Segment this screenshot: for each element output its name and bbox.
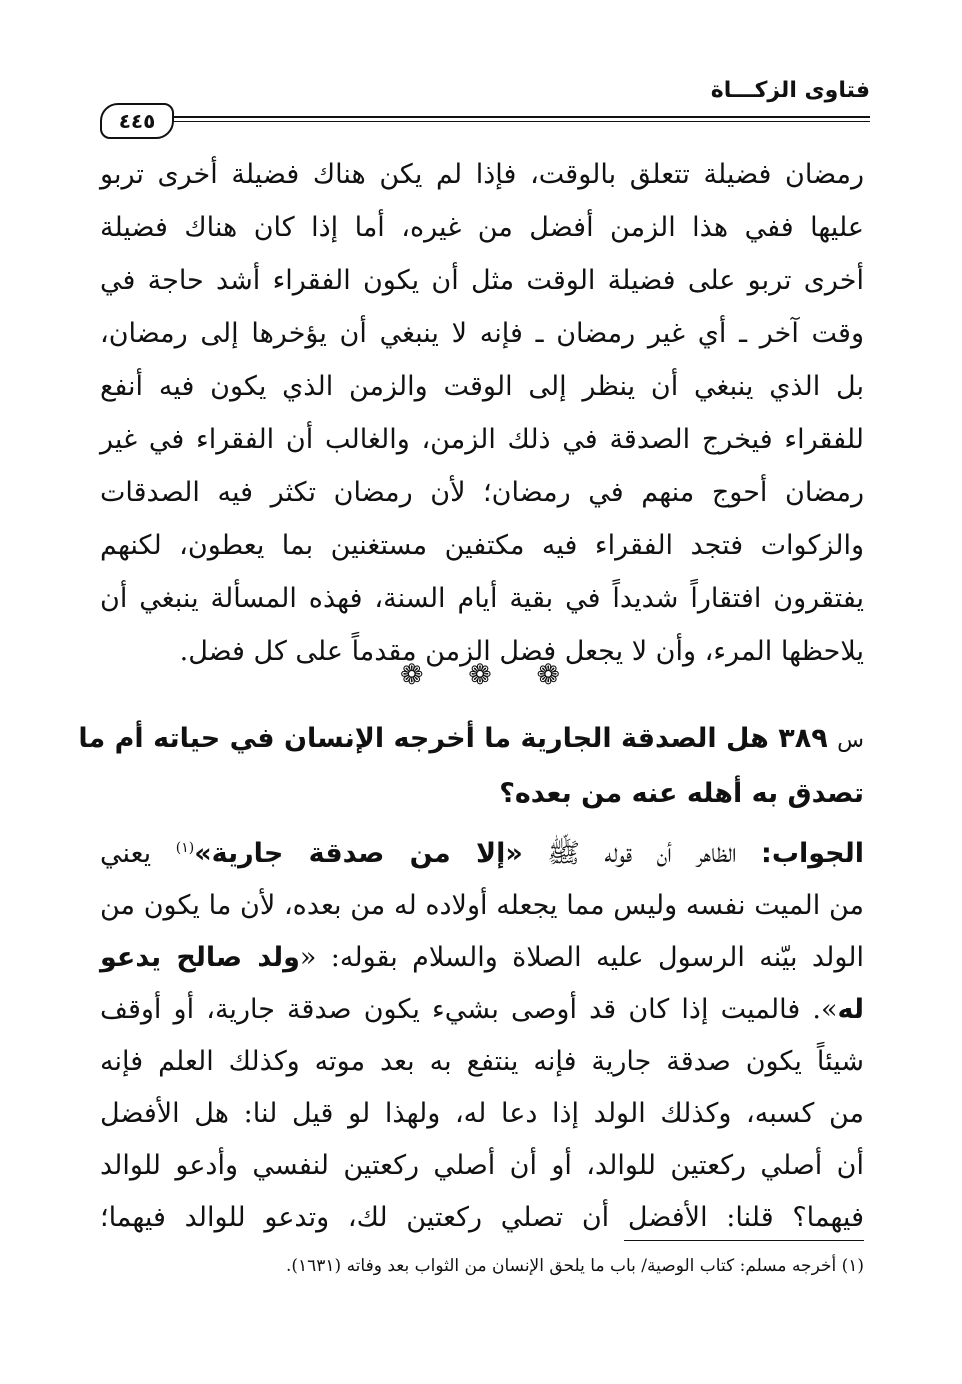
section-separator [400, 658, 560, 691]
flower-ornament-icon: ❁ [400, 658, 424, 691]
text-line: عليها ففي هذا الزمن أفضل من غيره، أما إذا كان هناك فضيلة [100, 212, 864, 243]
question-block [78, 712, 864, 820]
header-rule-thin [164, 121, 870, 122]
text-line: يفتقرون افتقاراً شديداً في بقية أيام السنة، فهذه المسألة ينبغي أن [100, 583, 864, 614]
answer-text: يعني [100, 838, 152, 869]
page-number: ٤٤٥ [100, 103, 174, 139]
text-line: بل الذي ينبغي أن ينظر إلى الوقت والزمن الذي يكون فيه أنفع [100, 371, 864, 402]
answer-block [100, 822, 864, 1244]
answer-line: أن أصلي ركعتين للوالد، أو أن أصلي ركعتين لنفسي وأدعو للوالد [100, 1150, 864, 1181]
body-paragraph [100, 148, 864, 678]
header-rule [164, 116, 870, 118]
footnote: (١) أخرجه مسلم: كتاب الوصية/ باب ما يلحق الإنسان من الثواب بعد وفاته (١٦٣١). [285, 1256, 864, 1276]
question-marker-icon: س [837, 728, 864, 753]
text-line: رمضان فضيلة تتعلق بالوقت، فإذا لم يكن هناك فضيلة أخرى تربو [100, 159, 864, 190]
text-line: أخرى تربو على فضيلة الوقت مثل أن يكون الفقراء أشد حاجة في [100, 265, 864, 296]
answer-text: ». فالميت إذا كان قد أوصى بشيء يكون صدقة جارية، أو أوقف [100, 994, 838, 1025]
text-line: يلاحظها المرء، وأن لا يجعل فضل الزمن مقدماً على كل فضل. [179, 636, 864, 667]
answer-label: الجواب: [761, 838, 864, 869]
answer-text: الظاهر أن قوله ﷺ [547, 838, 737, 869]
answer-line: من كسبه، وكذلك الولد إذا دعا له، ولهذا لو قيل لنا: هل الأفضل [100, 1098, 864, 1129]
question-number: ٣٨٩ [778, 723, 828, 754]
answer-line: شيئاً يكون صدقة جارية فإنه ينتفع به بعد موته وكذلك العلم فإنه [100, 1046, 864, 1077]
text-line: رمضان أحوج منهم في رمضان؛ لأن رمضان تكثر فيه الصدقات [100, 477, 864, 508]
answer-text: الولد بيّنه الرسول عليه الصلاة والسلام بقوله: « [299, 942, 864, 973]
answer-line [100, 822, 864, 880]
question-text: هل الصدقة الجارية ما أخرجه الإنسان في حياته أم ما [78, 723, 769, 754]
flower-ornament-icon: ❁ [468, 658, 492, 691]
question-line-2: تصدق به أهله عنه من بعده؟ [499, 778, 864, 809]
text-line: وقت آخر ـ أي غير رمضان ـ فإنه لا ينبغي أن يؤخرها إلى رمضان، [100, 318, 864, 349]
hadith-quote: له [837, 994, 865, 1025]
answer-line [100, 984, 864, 1036]
answer-line: فيهما؟ قلنا: الأفضل أن تصلي ركعتين لك، وتدعو للوالد فيهما؛ [100, 1202, 864, 1233]
answer-line: من الميت نفسه وليس مما يجعله أولاده له من بعده، لأن ما يكون من [100, 890, 864, 921]
book-title: فتاوى الزكـــاة [710, 78, 870, 103]
hadith-quote: «إلا من صدقة جارية» [194, 838, 523, 869]
answer-line [100, 932, 864, 984]
question-line-1 [78, 712, 864, 767]
flower-ornament-icon: ❁ [536, 658, 560, 691]
footnote-rule [624, 1240, 864, 1241]
hadith-quote: ولد صالح يدعو [100, 942, 300, 973]
text-line: والزكوات فتجد الفقراء فيه مكتفين مستغنين بما يعطون، لكنهم [100, 530, 864, 561]
page-header [100, 68, 870, 133]
text-line: للفقراء فيخرج الصدقة في ذلك الزمن، والغالب أن الفقراء في غير [100, 424, 864, 455]
footnote-ref[interactable]: (١) [175, 840, 195, 856]
